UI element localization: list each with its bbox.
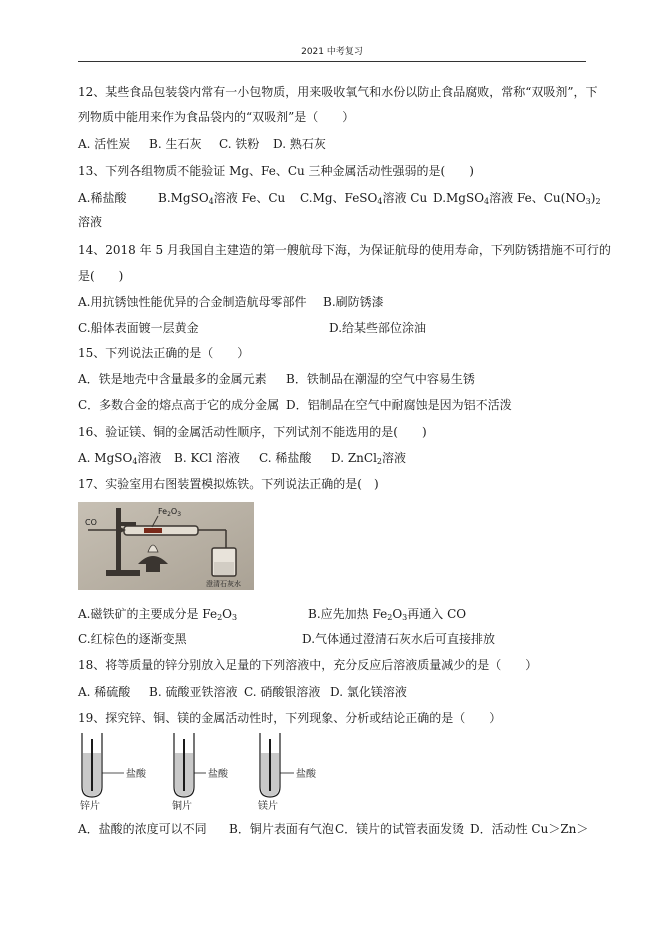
q16-option-c: C. 稀盐酸	[259, 451, 312, 465]
q14-stem-line1: 14、2018 年 5 月我国自主建造的第一艘航母下海，为保证航母的使用寿命，下列防锈措施不可行的	[78, 243, 611, 257]
q17-option-a: A.磁铁矿的主要成分是 $Fe_2O_3$	[78, 607, 238, 622]
q16-option-d: D. ZnCl$_2$溶液	[331, 451, 407, 466]
q12-stem-line1: 12、某些食品包装袋内常有一小包物质，用来吸收氧气和水份以防止食品腐败，常称“双吸剂”，下	[78, 85, 598, 99]
q15-stem: 15、下列说法正确的是（ ）	[78, 346, 250, 360]
q17-option-c: C.红棕色的逐渐变黑	[78, 632, 187, 646]
q17-apparatus-figure	[78, 502, 254, 590]
acid-label-zinc: 盐酸	[126, 769, 146, 780]
q17-option-b: B.应先加热 $Fe_2O_3$再通入 CO	[308, 607, 467, 622]
q12-stem-line2: 列物质中能用来作为食品袋内的“双吸剂”是（ ）	[78, 110, 355, 124]
q15-option-c: C．多数合金的熔点高于它的成分金属	[78, 398, 280, 412]
metal-label-copper: 铜片	[172, 801, 192, 811]
acid-label-magnesium: 盐酸	[296, 769, 316, 780]
q13-option-d-continued: 溶液	[78, 215, 103, 229]
q13-option-b: B.MgSO$_4$溶液 Fe、Cu	[158, 191, 286, 206]
q17-stem: 17、实验室用右图装置模拟炼铁。下列说法正确的是( )	[78, 477, 379, 491]
page-header	[78, 41, 586, 62]
q15-option-d: D．铝制品在空气中耐腐蚀是因为铝不活泼	[286, 398, 512, 412]
header-title: 2021 中考复习	[301, 47, 363, 57]
q18-stem: 18、将等质量的锌分别放入足量的下列溶液中，充分反应后溶液质量减少的是（ ）	[78, 658, 538, 672]
q16-option-a: A. MgSO$_4$溶液	[78, 451, 162, 466]
q15-option-b: B．铁制品在潮湿的空气中容易生锈	[286, 372, 475, 386]
q18-option-d: D. 氯化镁溶液	[330, 685, 407, 699]
q12-option-b: B. 生石灰	[149, 137, 202, 151]
metal-label-magnesium: 镁片	[258, 801, 278, 811]
q16-option-b: B. KCl 溶液	[174, 451, 240, 465]
q17-option-d: D.气体通过澄清石灰水后可直接排放	[302, 632, 496, 646]
acid-label-copper: 盐酸	[208, 769, 228, 780]
q17-figure-label-co: CO	[85, 518, 97, 527]
q17-figure-label-fe2o3: $Fe_2O_3$	[158, 507, 182, 518]
q19-test-tubes-figure	[78, 731, 358, 811]
q14-option-b: B.刷防锈漆	[323, 295, 384, 309]
test-tube-copper	[172, 733, 229, 811]
q16-stem: 16、验证镁、铜的金属活动性顺序，下列试剂不能选用的是( )	[78, 425, 427, 439]
q12-option-c: C. 铁粉	[219, 137, 260, 151]
q19-stem: 19、探究锌、铜、镁的金属活动性时，下列现象、分析或结论正确的是（ ）	[78, 711, 502, 725]
q12-option-a: A. 活性炭	[78, 137, 131, 151]
q12-option-d: D. 熟石灰	[273, 137, 326, 151]
q14-option-a: A.用抗锈蚀性能优异的合金制造航母零部件	[78, 295, 307, 309]
q17-figure-label-limewater: 澄清石灰水	[206, 580, 241, 588]
q13-option-d: D.MgSO$_4$溶液 Fe、$Cu(NO_3)_2$	[433, 191, 601, 206]
test-tube-zinc	[80, 733, 147, 811]
q18-option-a: A. 稀硫酸	[78, 685, 131, 699]
q13-option-c: C.Mg、FeSO$_4$溶液 Cu	[300, 191, 428, 206]
q14-option-d: D.给某些部位涂油	[329, 321, 427, 335]
q19-option-a: A．盐酸的浓度可以不同	[78, 822, 207, 836]
q15-option-a: A．铁是地壳中含量最多的金属元素	[78, 372, 267, 386]
q18-option-b: B. 硫酸亚铁溶液	[149, 685, 238, 699]
q14-option-c: C.船体表面镀一层黄金	[78, 321, 199, 335]
q13-stem: 13、下列各组物质不能验证 Mg、Fe、Cu 三种金属活动性强弱的是( )	[78, 164, 474, 178]
q19-option-b: B．铜片表面有气泡	[229, 822, 334, 836]
q19-option-c: C．镁片的试管表面发烫	[335, 822, 465, 836]
metal-label-zinc: 锌片	[80, 801, 100, 811]
q19-option-d: D．活动性 Cu＞Zn＞	[470, 822, 589, 836]
q13-option-a: A.稀盐酸	[78, 191, 127, 205]
test-tube-magnesium	[258, 733, 317, 811]
q18-option-c: C. 硝酸银溶液	[244, 685, 321, 699]
q14-stem-line2: 是( )	[78, 269, 124, 283]
